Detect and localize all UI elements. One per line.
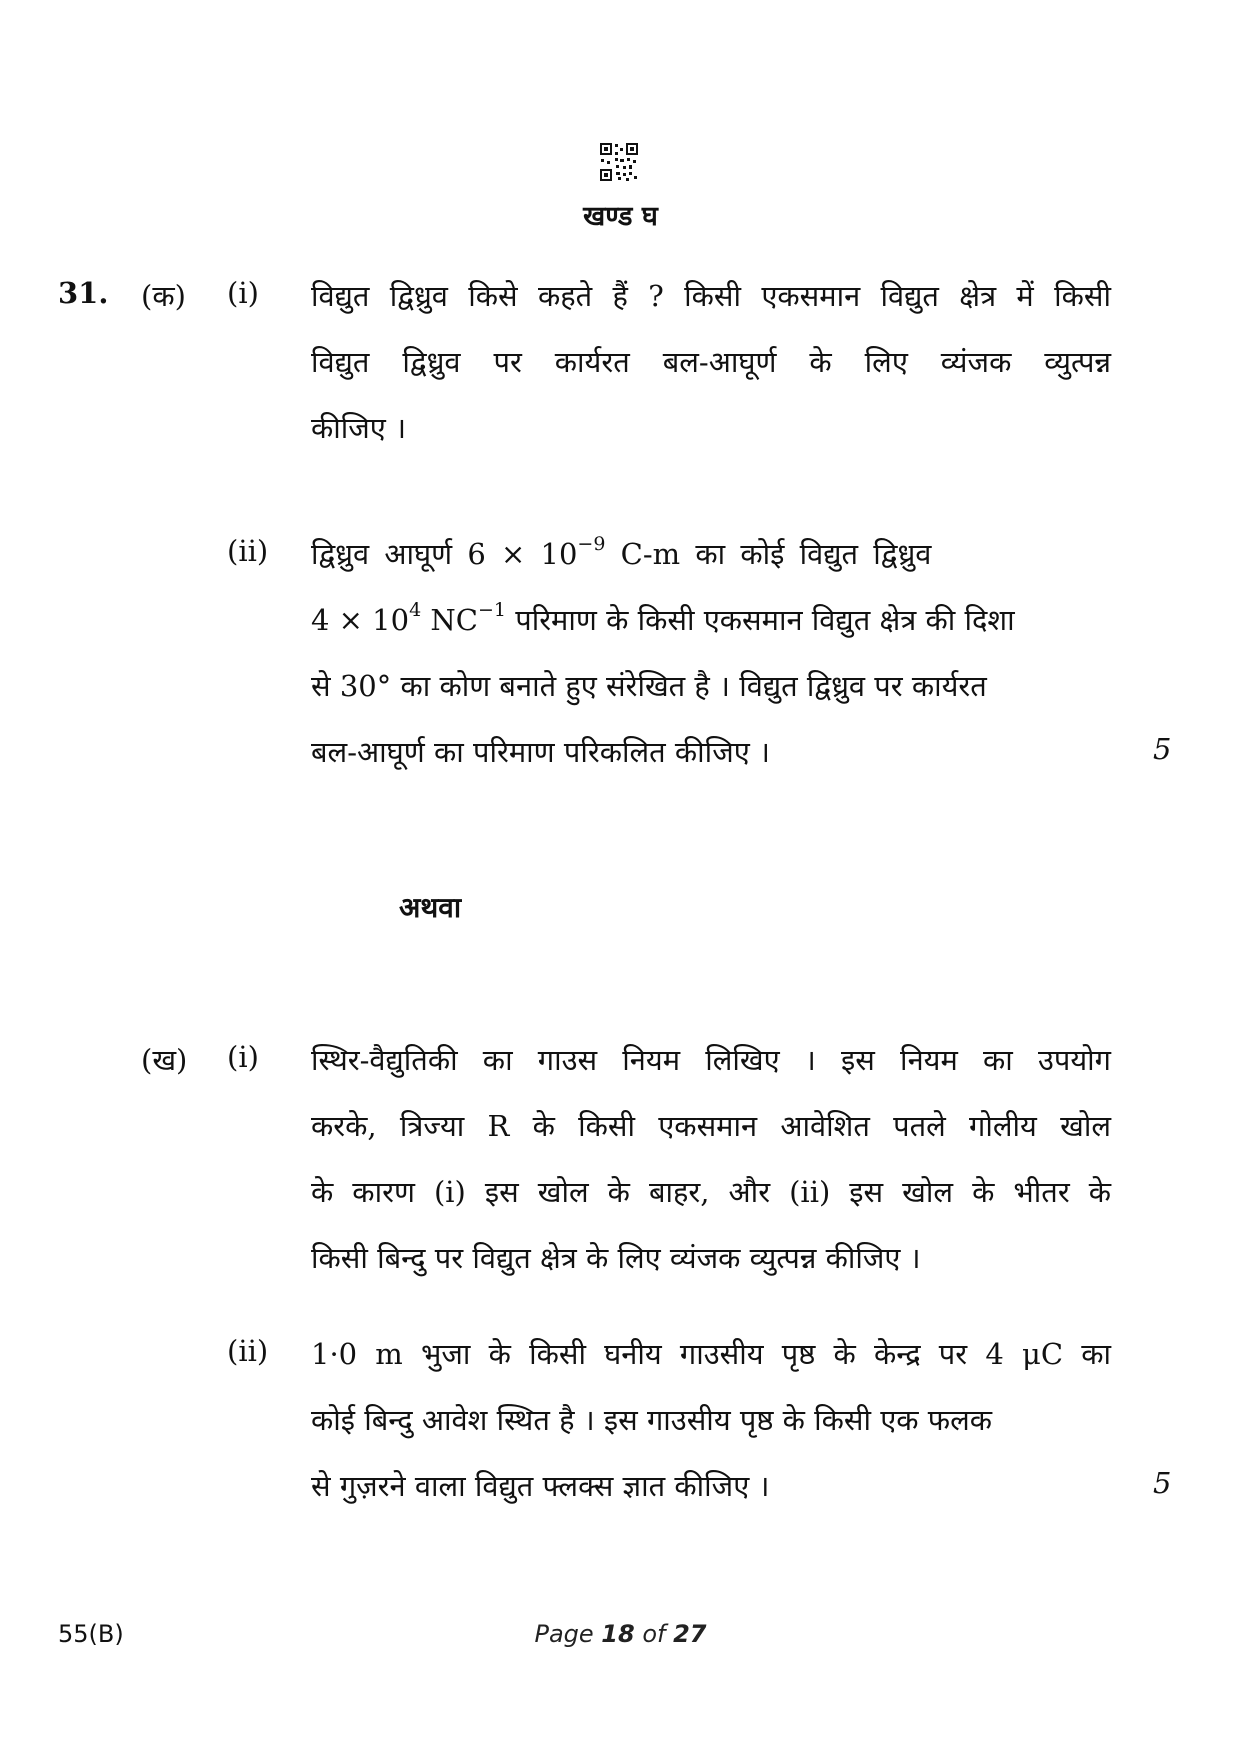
section-title: खण्ड घ	[583, 201, 658, 232]
part-b-ii-line: 1·0 m भुजा के किसी घनीय गाउसीय पृष्ठ के केन्द्र पर 4 μC का	[311, 1337, 1111, 1371]
part-a-i-marker: (i)	[227, 276, 259, 310]
part-a-i-line: विद्युत द्विध्रुव किसे कहते हैं ? किसी एकसमान विद्युत क्षेत्र में किसी	[311, 279, 1111, 313]
qr-code-icon	[599, 142, 639, 182]
part-b-ii-marker: (ii)	[227, 1334, 269, 1368]
part-a-marks: 5	[1153, 732, 1172, 766]
part-a-ii-marker: (ii)	[227, 534, 269, 568]
or-label: अथवा	[399, 891, 462, 924]
part-a-ii-line-3: से 30° का कोण बनाते हुए संरेखित है । विद्युत द्विध्रुव पर कार्यरत	[311, 669, 987, 703]
part-a-marker: (क)	[141, 279, 186, 313]
paper-code: 55(B)	[58, 1620, 124, 1648]
part-a-ii-line-2: $4 \times 10^4$ $NC^{-1}$ परिमाण के किसी एकसमान विद्युत क्षेत्र की दिशा	[311, 599, 1015, 637]
part-b-ii-line: कोई बिन्दु आवेश स्थित है । इस गाउसीय पृष्ठ के किसी एक फलक	[311, 1403, 993, 1437]
part-b-i-marker: (i)	[227, 1040, 259, 1074]
question-number: 31.	[58, 276, 109, 310]
part-a-i-line: विद्युत द्विध्रुव पर कार्यरत बल-आघूर्ण के लिए व्यंजक व्युत्पन्न	[311, 345, 1111, 379]
part-b-marks: 5	[1153, 1466, 1172, 1500]
part-b-i-line: स्थिर-वैद्युतिकी का गाउस नियम लिखिए । इस नियम का उपयोग	[311, 1043, 1111, 1077]
part-a-i-line: कीजिए ।	[311, 411, 407, 445]
part-b-marker: (ख)	[141, 1043, 188, 1077]
part-b-i-line: के कारण (i) इस खोल के बाहर, और (ii) इस खोल के भीतर के	[311, 1175, 1111, 1209]
part-b-i-line: किसी बिन्दु पर विद्युत क्षेत्र के लिए व्यंजक व्युत्पन्न कीजिए ।	[311, 1241, 921, 1275]
page-number: Page 18 of 27	[534, 1620, 707, 1648]
part-a-ii-line-4: बल-आघूर्ण का परिमाण परिकलित कीजिए ।	[311, 735, 770, 769]
exponent: −9	[577, 533, 606, 555]
exponent: −1	[477, 599, 506, 621]
part-b-ii-line: से गुज़रने वाला विद्युत फ्लक्स ज्ञात कीजिए ।	[311, 1469, 770, 1503]
exponent: 4	[409, 599, 422, 621]
part-a-ii-line-1: द्विध्रुव आघूर्ण $6 \times 10^{-9}$ C-m का कोई विद्युत द्विध्रुव	[311, 533, 932, 571]
part-b-i-line: करके, त्रिज्या R के किसी एकसमान आवेशित पतले गोलीय खोल	[311, 1109, 1111, 1143]
